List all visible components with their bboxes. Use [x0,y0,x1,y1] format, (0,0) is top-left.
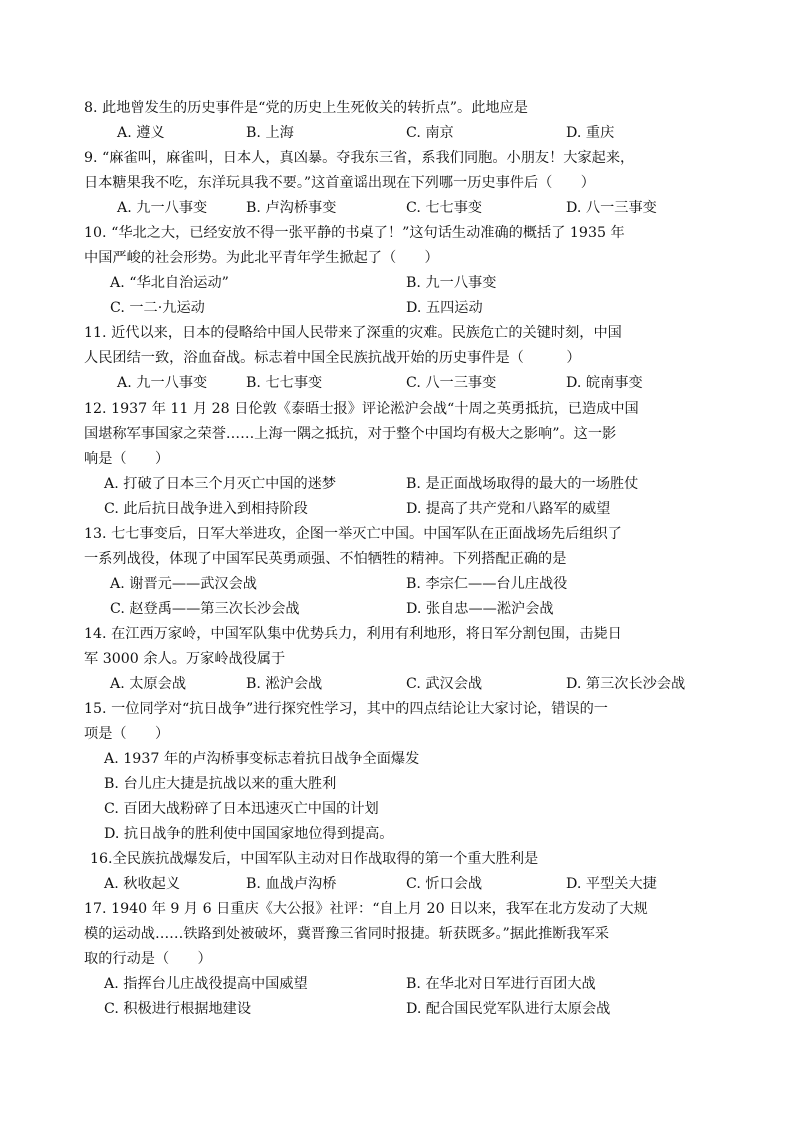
q13-option-a: A. 谢晋元——武汉会战 [110,576,257,592]
q14-stem-line2: 军 3000 余人。万家岭战役属于 [84,651,286,667]
q17-option-a: A. 指挥台儿庄战役提高中国威望 [104,976,308,992]
q11-option-d: D. 皖南事变 [566,375,643,391]
q8-option-a: A. 遵义 [117,125,165,141]
q13-option-c: C. 赵登禹——第三次长沙会战 [110,601,300,617]
q9-option-d: D. 八一三事变 [566,200,657,216]
q14-option-d: D. 第三次长沙会战 [566,676,686,692]
q8-option-b: B. 上海 [246,125,294,141]
q15-option-d: D. 抗日战争的胜利使中国国家地位得到提高。 [104,826,394,842]
q11-option-b: B. 七七事变 [246,375,323,391]
q17-stem-line3: 取的行动是（ ） [84,951,212,967]
q16-option-d: D. 平型关大捷 [566,876,657,892]
q14-option-b: B. 淞沪会战 [246,676,323,692]
q12-stem-line3: 响是（ ） [84,451,170,467]
q13-option-d: D. 张自忠——淞沪会战 [406,601,554,617]
q17-option-b: B. 在华北对日军进行百团大战 [406,976,596,992]
q12-option-c: C. 此后抗日战争进入到相持阶段 [104,501,308,517]
q13-stem-line2: 一系列战役，体现了中国军民英勇顽强、不怕牺牲的精神。下列搭配正确的是 [84,551,567,567]
q10-option-c: C. 一二·九运动 [110,300,205,316]
q15-stem-line1: 15. 一位同学对“抗日战争”进行探究性学习，其中的四点结论让大家讨论，错误的一 [84,701,608,717]
q17-option-c: C. 积极进行根据地建设 [104,1001,252,1017]
q10-option-b: B. 九一八事变 [406,275,497,291]
q10-stem-line1: 10. “华北之大，已经安放不得一张平静的书桌了！”这句话生动准确的概括了 1935 年 [84,225,625,241]
q9-stem-line2: 日本糖果我不吃，东洋玩具我不要。”这首童谣出现在下列哪一历史事件后（ ） [84,175,595,191]
q14-option-c: C. 武汉会战 [406,676,483,692]
q11-stem-line1: 11. 近代以来，日本的侵略给中国人民带来了深重的灾难。民族危亡的关键时刻，中国 [84,325,622,341]
q14-option-a: A. 太原会战 [110,676,187,692]
q11-option-a: A. 九一八事变 [117,375,208,391]
q9-stem-line1: 9. “麻雀叫，麻雀叫，日本人，真凶暴。夺我东三省，系我们同胞。小朋友！大家起来， [84,150,635,166]
q15-option-a: A. 1937 年的卢沟桥事变标志着抗日战争全面爆发 [104,751,420,767]
q12-stem-line2: 国堪称军事国家之荣誉……上海一隅之抵抗，对于整个中国均有极大之影响”。这一影 [84,426,617,442]
q9-option-a: A. 九一八事变 [117,200,208,216]
q10-stem-line2: 中国严峻的社会形势。为此北平青年学生掀起了（ ） [84,250,439,266]
q12-stem-line1: 12. 1937 年 11 月 28 日伦敦《泰晤士报》评论淞沪会战“十周之英勇抵抗，已造成中国 [84,401,639,417]
q17-stem-line2: 模的运动战……铁路到处被破坏，冀晋豫三省同时报捷。斩获既多。”据此推断我军采 [84,926,610,942]
q13-option-b: B. 李宗仁——台儿庄战役 [406,576,568,592]
q16-option-c: C. 忻口会战 [406,876,483,892]
q11-option-c: C. 八一三事变 [406,375,497,391]
q15-option-c: C. 百团大战粉碎了日本迅速灭亡中国的计划 [104,801,379,817]
q11-stem-line2: 人民团结一致，浴血奋战。标志着中国全民族抗战开始的历史事件是（ ） [84,350,581,366]
q10-option-d: D. 五四运动 [406,300,483,316]
q17-option-d: D. 配合国民党军队进行太原会战 [406,1001,611,1017]
q8-stem: 8. 此地曾发生的历史事件是“党的历史上生死攸关的转折点”。此地应是 [84,100,528,116]
q12-option-b: B. 是正面战场取得的最大的一场胜仗 [406,476,639,492]
q9-option-c: C. 七七事变 [406,200,483,216]
q14-stem-line1: 14. 在江西万家岭，中国军队集中优势兵力，利用有利地形，将日军分割包围，击毙日 [84,626,622,642]
q12-option-a: A. 打破了日本三个月灭亡中国的迷梦 [104,476,337,492]
q8-option-c: C. 南京 [406,125,454,141]
q12-option-d: D. 提高了共产党和八路军的威望 [406,501,611,517]
q9-option-b: B. 卢沟桥事变 [246,200,337,216]
q16-stem: 16.全民族抗战爆发后，中国军队主动对日作战取得的第一个重大胜利是 [90,851,539,867]
q16-option-a: A. 秋收起义 [104,876,181,892]
q10-option-a: A. “华北自治运动” [110,275,229,291]
q8-option-d: D. 重庆 [566,125,615,141]
q15-stem-line2: 项是（ ） [84,726,170,742]
q13-stem-line1: 13. 七七事变后，日军大举进攻，企图一举灭亡中国。中国军队在正面战场先后组织了 [84,526,622,542]
q17-stem-line1: 17. 1940 年 9 月 6 日重庆《大公报》社评：“自上月 20 日以来，我军在北方发动了大规 [84,901,648,917]
q15-option-b: B. 台儿庄大捷是抗战以来的重大胜利 [104,776,337,792]
q16-option-b: B. 血战卢沟桥 [246,876,337,892]
